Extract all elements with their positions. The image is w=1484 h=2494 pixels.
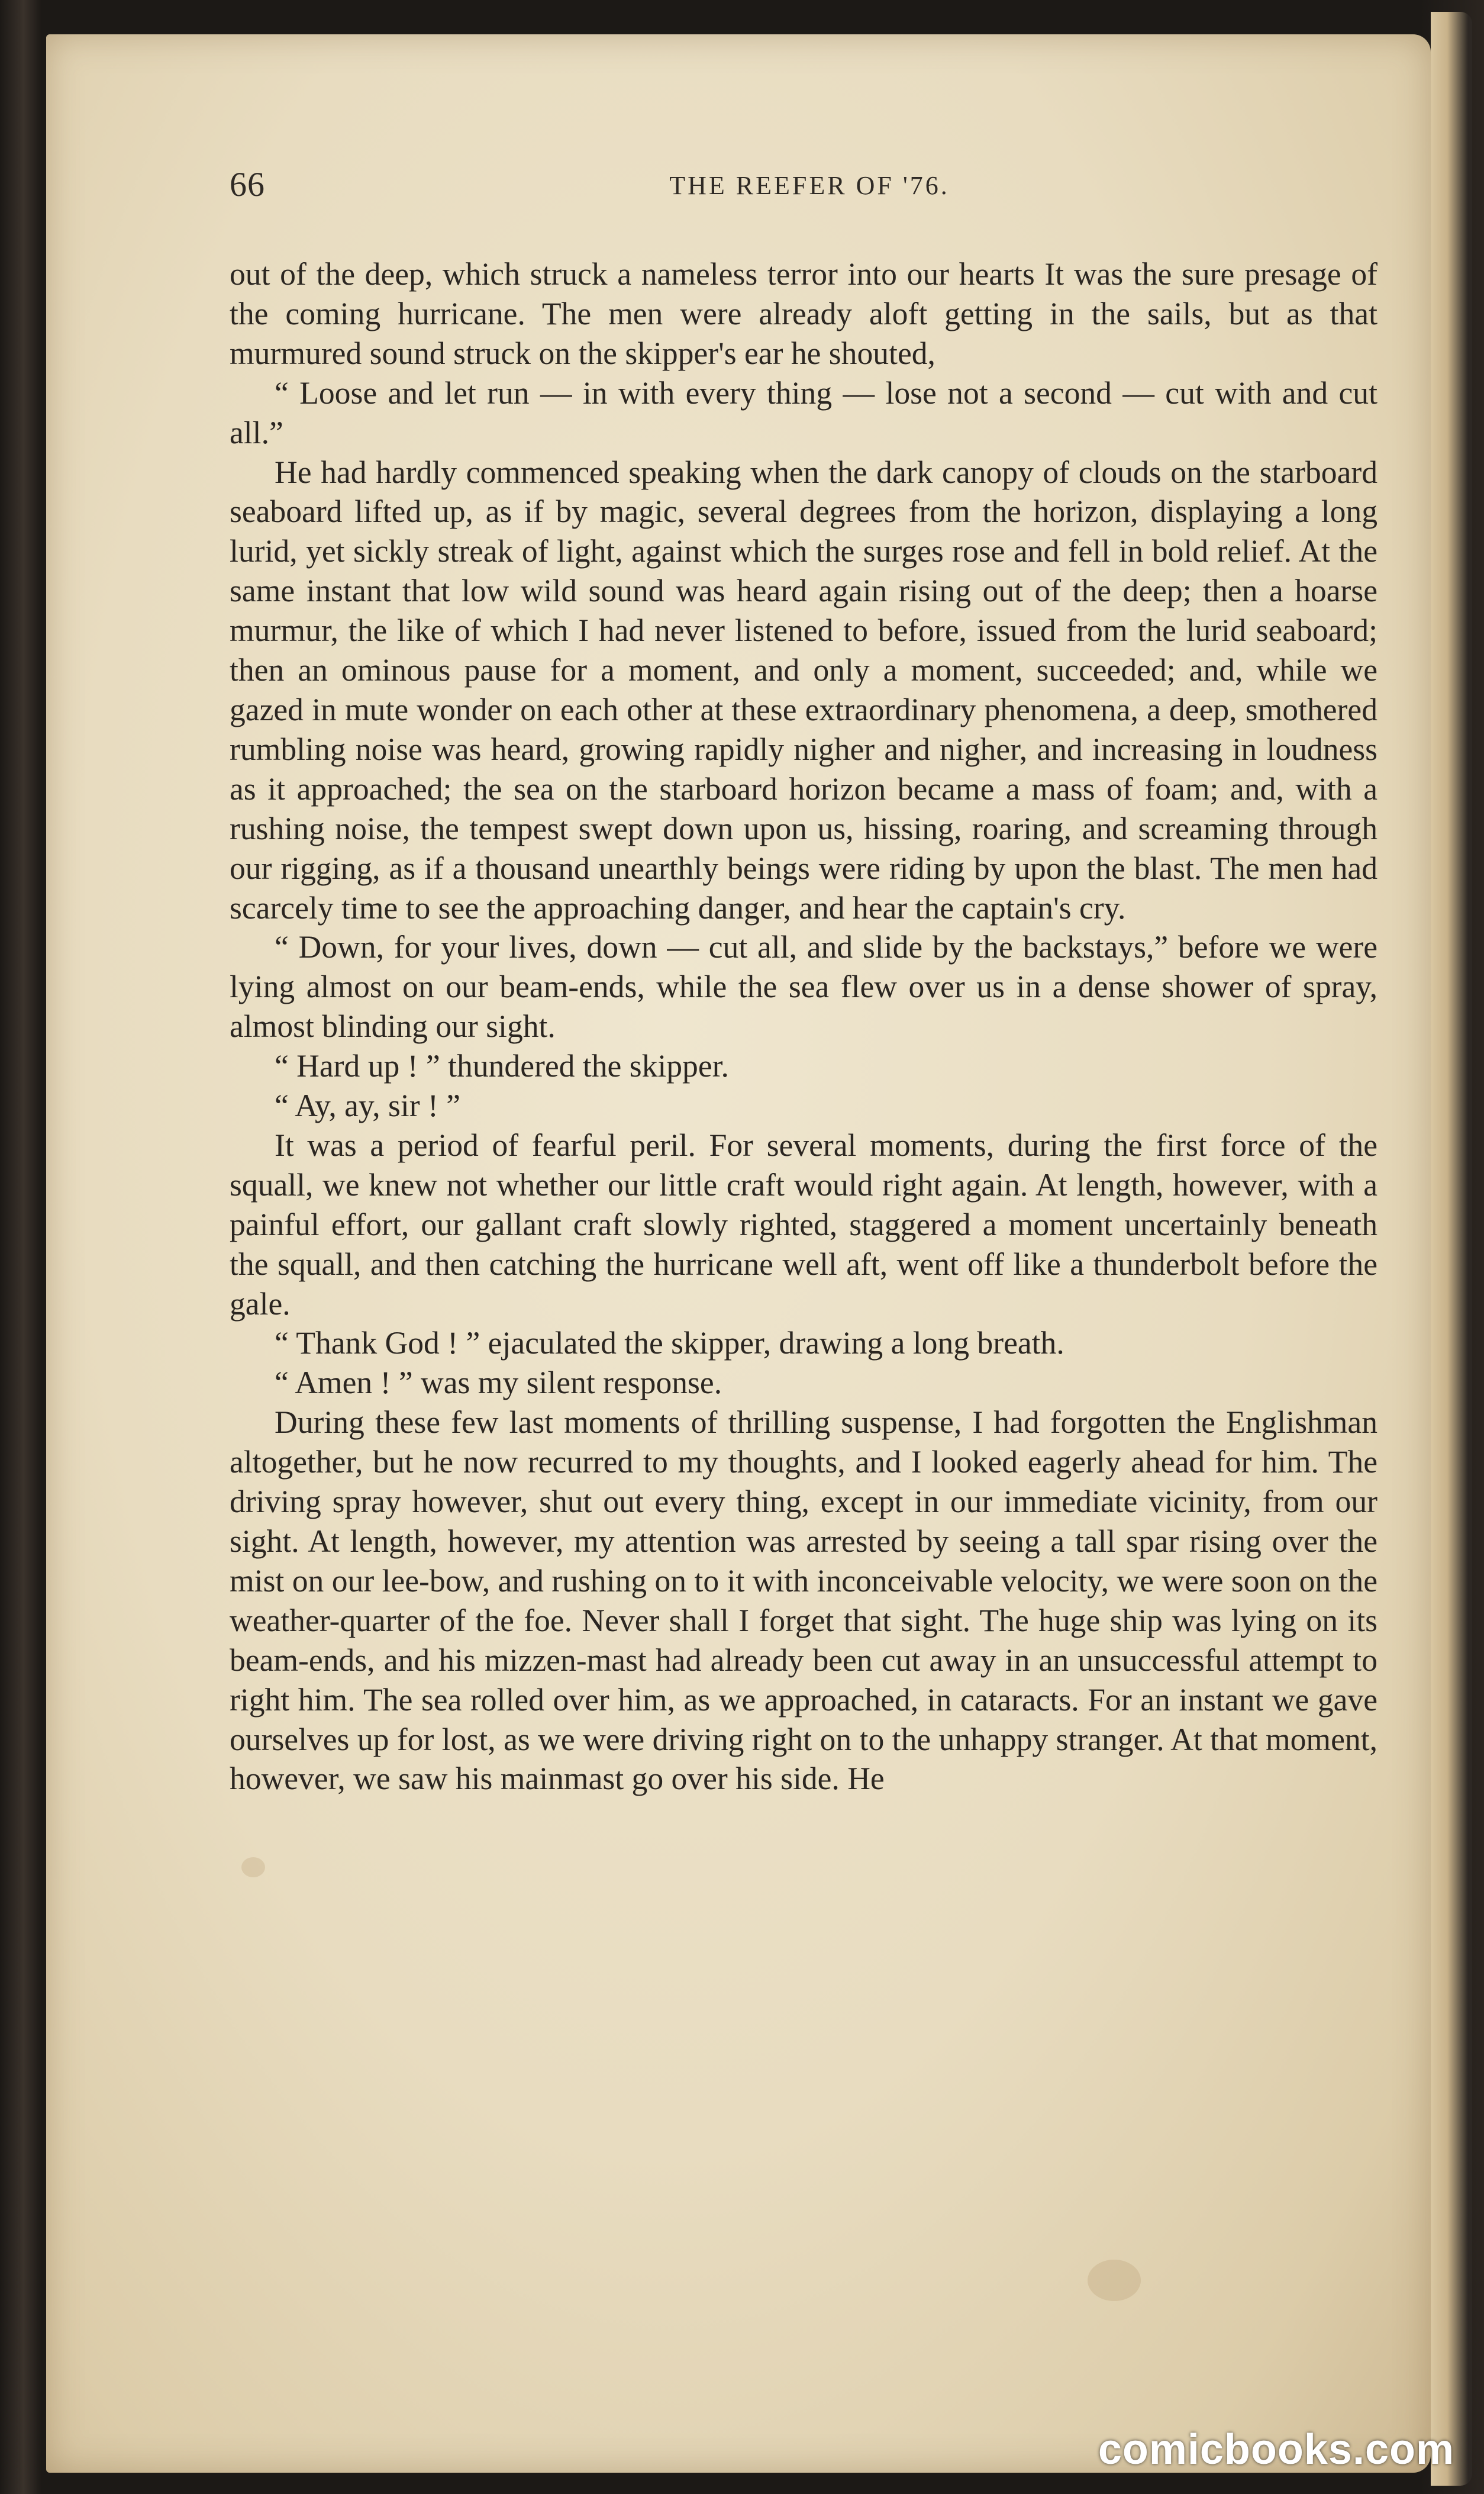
- book-spine-edge: [1431, 12, 1472, 2486]
- paragraph: “ Down, for your lives, down — cut all, and slide by the backstays,” before we were lying almost on our beam-ends, while the sea flew over us in a dense shower of spray, almost blinding our sight.: [230, 929, 1377, 1045]
- paragraph: “ Amen ! ” was my silent response.: [275, 1365, 722, 1401]
- paragraph: “ Ay, ay, sir ! ”: [275, 1088, 461, 1124]
- paper-stain: [1088, 2260, 1141, 2301]
- paragraph: He had hardly commenced speaking when the dark canopy of clouds on the starboard seaboard lifted up, as if by magic, several degrees from the horizon, displaying a long lurid, yet sickly streak of light, against which the surges rose and fell in bold relief. At the same instant that low wild sound was heard again rising out of the deep; then a hoarse murmur, the like of which I had never listened to before, issued from the lurid seaboard; then an ominous pause for a moment, and only a moment, succeeded; and, while we gazed in mute wonder on each other at these extraordinary phenomena, a deep, smothered rumbling noise was heard, growing rapidly nigher and nigher, and increasing in loudness as it approached; the sea on the starboard horizon became a mass of foam; and, with a rushing noise, the tempest swept down upon us, hissing, roaring, and screaming through our rigging, as if a thousand unearthly beings were riding by upon the blast. The men had scarcely time to see the approaching danger, and hear the captain's cry.: [230, 454, 1377, 926]
- paragraph: During these few last moments of thrilling suspense, I had forgotten the Englishman altogether, but he now recurred to my thoughts, and I looked eagerly ahead for him. The driving spray however, shut out every thing, except in our immediate vicinity, from our sight. At length, however, my attention was arrested by seeing a tall spar rising over the mist on our lee-bow, and rushing on to it with inconceivable velocity, we were soon on the weather-quarter of the foe. Never shall I forget that sight. The huge ship was lying on its beam-ends, and his mizzen-mast had already been cut away in an unsuccessful attempt to right him. The sea rolled over him, as we approached, in cataracts. For an instant we gave ourselves up for lost, as we were driving right on to the unhappy stranger. At that moment, however, we saw his mainmast go over his side. He: [230, 1404, 1377, 1797]
- paragraph: “ Thank God ! ” ejaculated the skipper, drawing a long breath.: [275, 1325, 1064, 1361]
- paper-stain: [241, 1857, 265, 1877]
- page-header: [230, 165, 1389, 212]
- paragraph: It was a period of fearful peril. For several moments, during the first force of the squall, we knew not whether our little craft would right again. At length, however, with a painful effort, our gallant craft slowly righted, staggered a moment uncertainly beneath the squall, and then catching the hurricane well aft, went off like a thunderbolt before the gale.: [230, 1127, 1377, 1322]
- paragraph: “ Hard up ! ” thundered the skipper.: [275, 1048, 729, 1084]
- watermark: comicbooks.com: [1098, 2426, 1454, 2473]
- paragraph: out of the deep, which struck a nameless terror into our hearts It was the sure presage of the coming hurricane. The men were already aloft getting in the sails, but as that murmured sound struck on the skipper's ear he shouted,: [230, 256, 1377, 371]
- running-title: THE REEFER OF '76.: [669, 171, 950, 200]
- page-number: 66: [230, 165, 265, 204]
- body-text: [230, 254, 1377, 1799]
- paragraph: “ Loose and let run — in with every thing — lose not a second — cut with and cut all.”: [230, 375, 1377, 450]
